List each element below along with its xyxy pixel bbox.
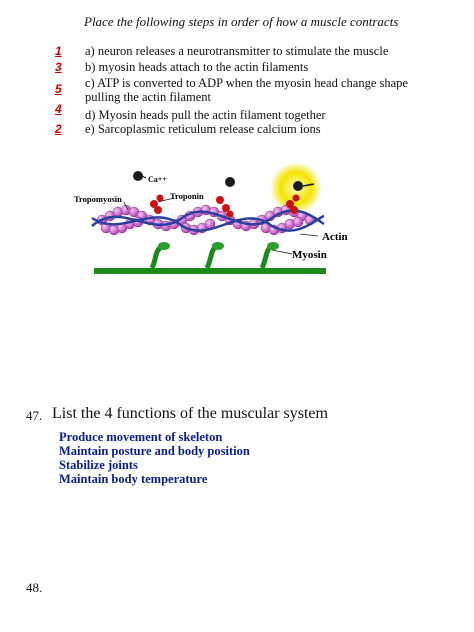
answer-item: Maintain body temperature bbox=[59, 472, 208, 486]
calcium-label: Ca++ bbox=[148, 175, 167, 184]
step-c-order: 5 bbox=[55, 82, 62, 96]
answer-item: Maintain posture and body position bbox=[59, 444, 250, 458]
troponin-label: Troponin bbox=[170, 191, 204, 201]
step-d-order: 4 bbox=[55, 102, 62, 116]
step-b-text: b) myosin heads attach to the actin filaments bbox=[85, 60, 309, 74]
myosin-label: Myosin bbox=[292, 249, 327, 261]
step-c-text: c) ATP is converted to ADP when the myosin head change shape bbox=[85, 76, 408, 90]
answer-item: Produce movement of skeleton bbox=[59, 430, 223, 444]
tropomyosin-label: Tropomyosin bbox=[74, 194, 122, 204]
answer-item: Stabilize joints bbox=[59, 458, 138, 472]
step-b-order: 3 bbox=[55, 60, 62, 74]
next-question-number: 48. bbox=[26, 580, 43, 595]
actin-pointer bbox=[300, 234, 318, 236]
question-number: 47. bbox=[26, 408, 43, 423]
step-a-order: 1 bbox=[55, 44, 62, 58]
step-d-text: d) Myosin heads pull the actin filament together bbox=[85, 108, 326, 122]
muscle-contraction-diagram bbox=[62, 160, 382, 285]
step-e-text: e) Sarcoplasmic reticulum release calcium ions bbox=[85, 122, 321, 136]
instructions: Place the following steps in order of how a muscle contracts bbox=[84, 14, 399, 29]
actin-label: Actin bbox=[322, 231, 348, 243]
question-text: List the 4 functions of the muscular system bbox=[52, 405, 328, 422]
step-c-text-cont: pulling the actin filament bbox=[85, 90, 212, 104]
step-e-order: 2 bbox=[55, 122, 62, 136]
myosin-pointer bbox=[272, 250, 292, 254]
step-a-text: a) neuron releases a neurotransmitter to stimulate the muscle bbox=[85, 44, 389, 58]
